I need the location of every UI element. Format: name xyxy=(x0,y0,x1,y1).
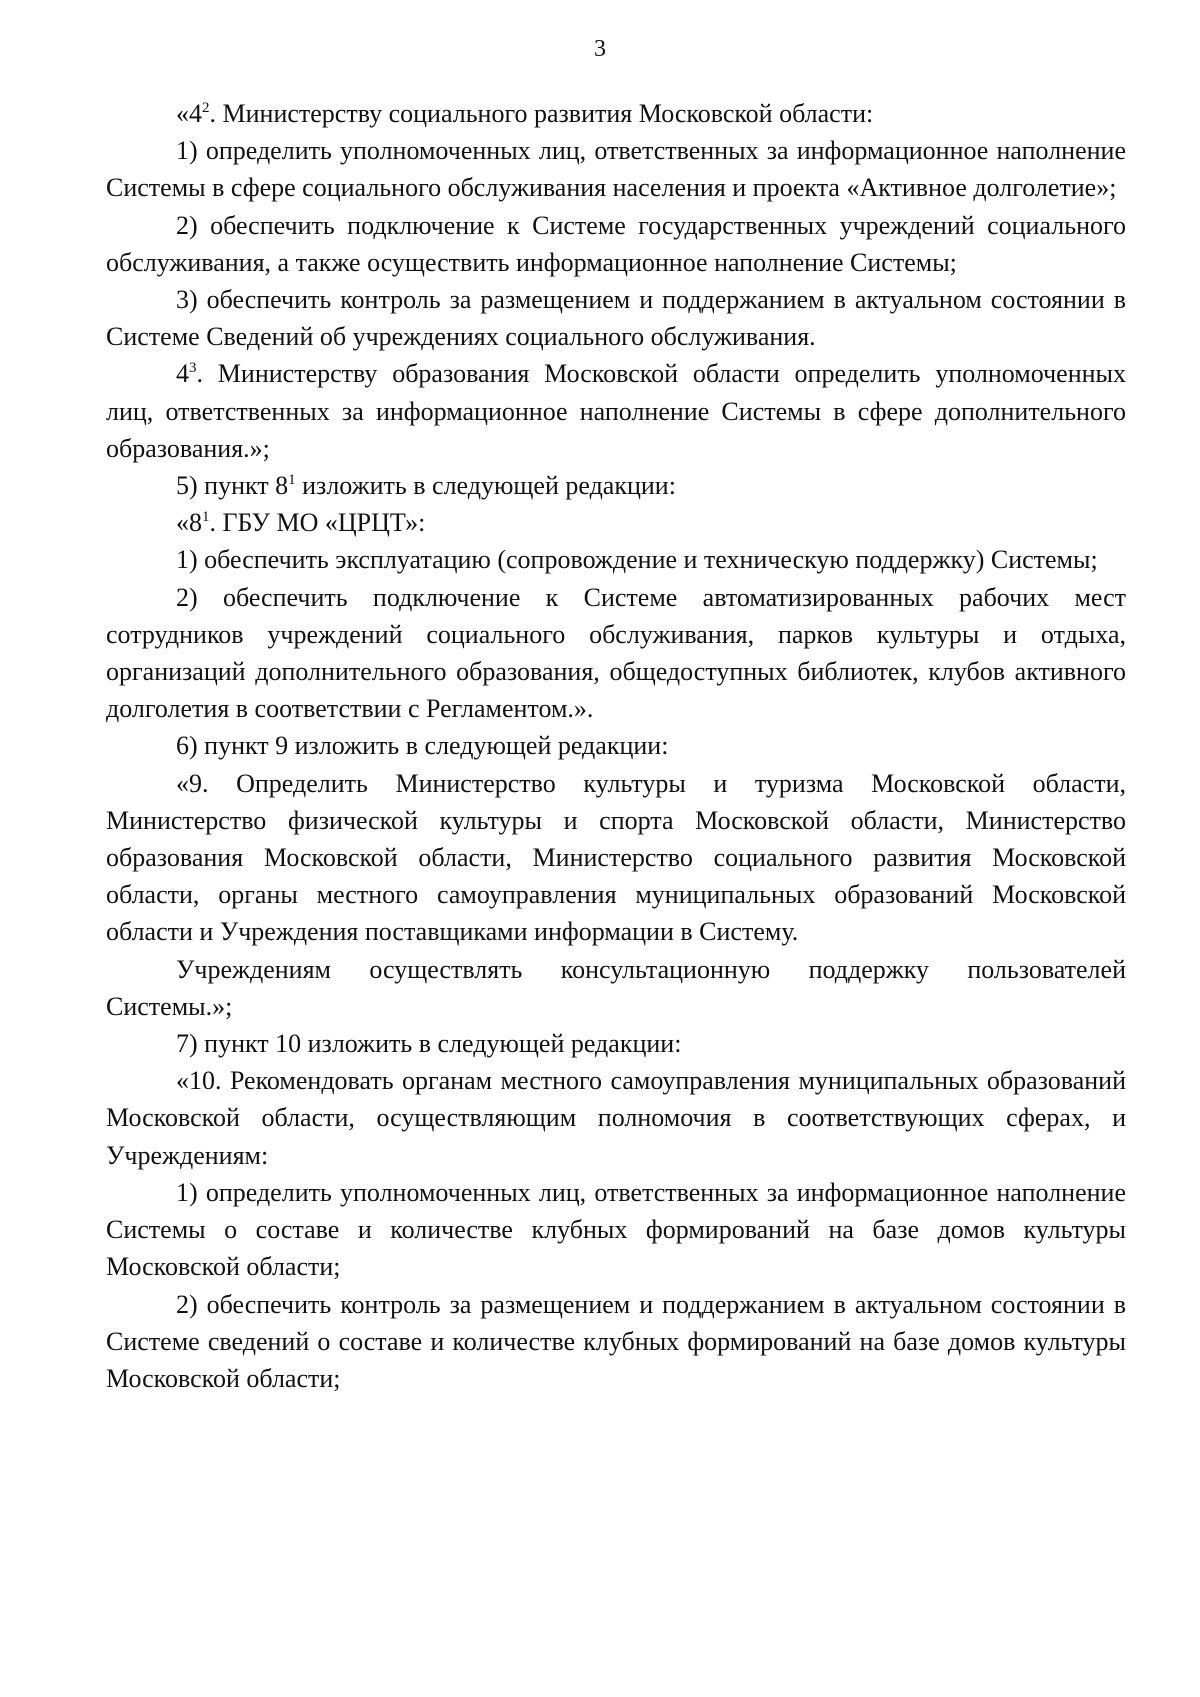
paragraph-10: «10. Рекомендовать органам местного самоуправления муниципальных образований Московской области, осуществляющим полномочия в соответствующих сферах, и Учреждениям: xyxy=(106,1066,1126,1170)
paragraph-4-2-heading xyxy=(106,95,1126,132)
paragraph-text: . Министерству социального развития Московской области: xyxy=(209,99,874,128)
paragraph-8-1-heading xyxy=(106,504,1126,541)
superscript: 2 xyxy=(202,100,210,116)
paragraph-4-3 xyxy=(106,355,1126,467)
superscript: 1 xyxy=(202,509,210,526)
paragraph-text: «4 xyxy=(176,99,202,128)
paragraph-item: 1) определить уполномоченных лиц, ответственных за информационное наполнение Системы в сфере социального обслуживания населения и проекта «Активное долголетие»; xyxy=(106,136,1126,203)
paragraph-item-7: 7) пункт 10 изложить в следующей редакции: xyxy=(176,1029,682,1059)
paragraph-item: 1) определить уполномоченных лиц, ответственных за информационное наполнение Системы о составе и количестве клубных формирований на базе домов культуры Московской области; xyxy=(106,1177,1126,1282)
paragraph-text: изложить в следующей редакции: xyxy=(295,471,676,501)
document-body xyxy=(106,95,1126,1397)
superscript: 1 xyxy=(288,472,296,489)
paragraph-text: . Министерству образования Московской области определить уполномоченных лиц, ответственных за информационное наполнение Системы в сфере дополнительного образования.»; xyxy=(106,359,1126,463)
page-number: 3 xyxy=(594,36,606,62)
paragraph-item: 2) обеспечить подключение к Системе автоматизированных рабочих мест сотрудников учреждений социального обслуживания, парков культуры и отдыха, организаций дополнительного образования, общедоступных библиотек, клубов активного долголетия в соответствии с Регламентом.». xyxy=(106,582,1126,724)
paragraph-item-6: 6) пункт 9 изложить в следующей редакции: xyxy=(176,731,669,761)
superscript: 3 xyxy=(189,360,197,377)
paragraph-item: 1) обеспечить эксплуатацию (сопровождение и техническую поддержку) Системы; xyxy=(176,545,1098,575)
paragraph-text: 5) пункт 8 xyxy=(176,471,289,501)
paragraph-text: . ГБУ МО «ЦРЦТ»: xyxy=(209,508,426,538)
paragraph-item: 2) обеспечить контроль за размещением и поддержанием в актуальном состоянии в Системе сведений о составе и количестве клубных формирований на базе домов культуры Московской области; xyxy=(106,1289,1126,1393)
paragraph-item: 3) обеспечить контроль за размещением и поддержанием в актуальном состоянии в Системе Сведений об учреждениях социального обслуживания. xyxy=(106,285,1126,352)
paragraph-9: «9. Определить Министерство культуры и туризма Московской области, Министерство физической культуры и спорта Московской области, Министерство образования Московской области, Министерство социального развития Московской области, органы местного самоуправления муниципальных образований Московской области и Учреждения поставщиками информации в Систему. xyxy=(106,768,1126,947)
paragraph-item-5 xyxy=(106,467,1126,504)
paragraph-institutions: Учреждениям осуществлять консультационную поддержку пользователей Системы.»; xyxy=(106,954,1126,1021)
paragraph-text: 4 xyxy=(176,359,189,389)
paragraph-text: «8 xyxy=(176,508,202,538)
paragraph-item: 2) обеспечить подключение к Системе государственных учреждений социального обслуживания, а также осуществить информационное наполнение Системы; xyxy=(106,210,1126,277)
